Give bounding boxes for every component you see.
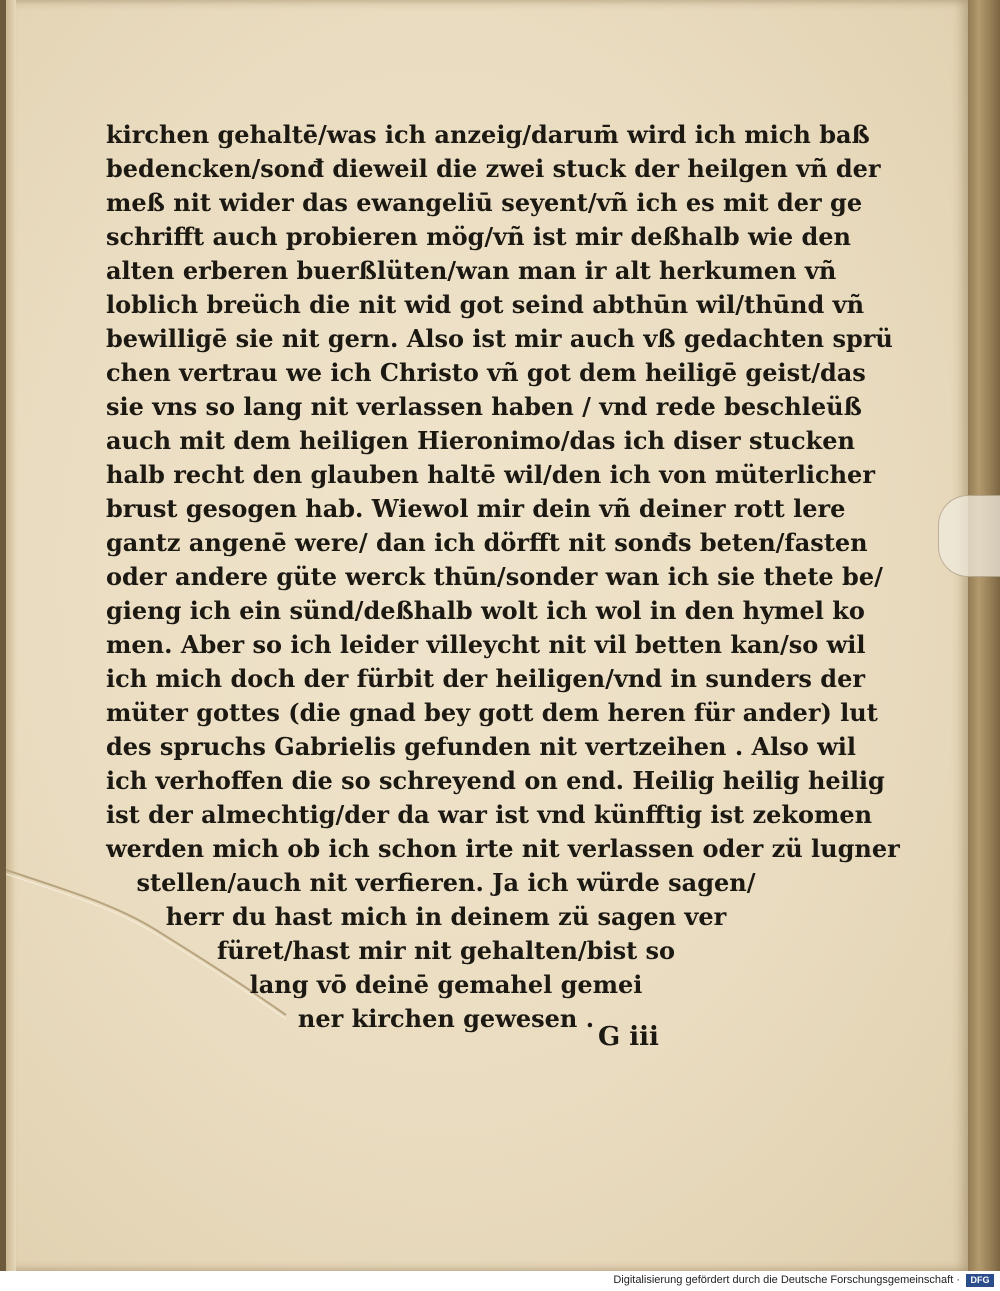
text-line: brust gesogen hab. Wiewol mir dein vñ deiner rott lere bbox=[106, 494, 846, 523]
text-line: gantz angenē were/ dan ich dörfft nit sonđs beten/fasten bbox=[106, 528, 868, 557]
text-line: gieng ich ein sünd/deßhalb wolt ich wol in den hymel ko bbox=[106, 596, 865, 625]
text-line: alten erberen buerßlüten/wan man ir alt herkumen vñ bbox=[106, 256, 837, 285]
text-line: schrifft auch probieren mög/vñ ist mir deßhalb wie den bbox=[106, 222, 851, 251]
text-line: lang vō deinē gemahel gemei bbox=[249, 970, 643, 999]
text-line: sie vns so lang nit verlassen haben / vnd rede beschleüß bbox=[106, 392, 862, 421]
text-line: bewilligē sie nit gern. Also ist mir auch vß gedachten sprü bbox=[106, 324, 893, 353]
funding-credit: Digitalisierung gefördert durch die Deutsche Forschungsgemeinschaft · bbox=[613, 1274, 960, 1286]
text-line: ist der almechtig/der da war ist vnd künfftig ist zekomen bbox=[106, 800, 873, 829]
text-line: ich verhoffen die so schreyend on end. Heilig heilig heilig bbox=[106, 766, 885, 795]
text-line: meß nit wider das ewangeliū seyent/vñ ich es mit der ge bbox=[106, 188, 863, 217]
text-line: chen vertrau we ich Christo vñ got dem heiligē geist/das bbox=[106, 358, 866, 387]
text-line: werden mich ob ich schon irte nit verlassen oder zü lugner bbox=[106, 834, 900, 863]
printed-text-block bbox=[106, 118, 900, 1036]
text-line: kirchen gehaltē/was ich anzeig/darum̄ wird ich mich baß bbox=[106, 120, 870, 149]
text-line: füret/hast mir nit gehalten/bist so bbox=[216, 936, 676, 965]
text-line: oder andere güte werck thūn/sonder wan ich sie thete be/ bbox=[106, 562, 883, 591]
footer-bar bbox=[0, 1271, 1000, 1291]
text-line: müter gottes (die gnad bey gott dem heren für ander) lut bbox=[106, 698, 878, 727]
text-line: herr du hast mich in deinem zü sagen ver bbox=[165, 902, 727, 931]
binding-background bbox=[965, 0, 1000, 1271]
page-left-edge bbox=[6, 0, 16, 1271]
dfg-logo-icon: DFG bbox=[966, 1274, 994, 1287]
text-line: stellen/auch nit verfieren. Ja ich würde sagen/ bbox=[136, 868, 756, 897]
text-line: ner kirchen gewesen . bbox=[297, 1004, 595, 1033]
page-tab-marker bbox=[938, 495, 1000, 577]
text-line: bedencken/sonđ dieweil die zwei stuck der heilgen vñ der bbox=[106, 154, 881, 183]
signature-mark: G iii bbox=[598, 1022, 659, 1052]
text-line: loblich breüch die nit wid got seind abthūn wil/thūnd vñ bbox=[106, 290, 865, 319]
text-line: ich mich doch der fürbit der heiligen/vnd in sunders der bbox=[106, 664, 865, 693]
text-line: men. Aber so ich leider villeycht nit vil betten kan/so wil bbox=[106, 630, 866, 659]
text-line: auch mit dem heiligen Hieronimo/das ich diser stucken bbox=[106, 426, 855, 455]
book-page bbox=[6, 0, 968, 1271]
text-line: halb recht den glauben haltē wil/den ich von müterlicher bbox=[106, 460, 875, 489]
text-line: des spruchs Gabrielis gefunden nit vertzeihen . Also wil bbox=[106, 732, 857, 761]
